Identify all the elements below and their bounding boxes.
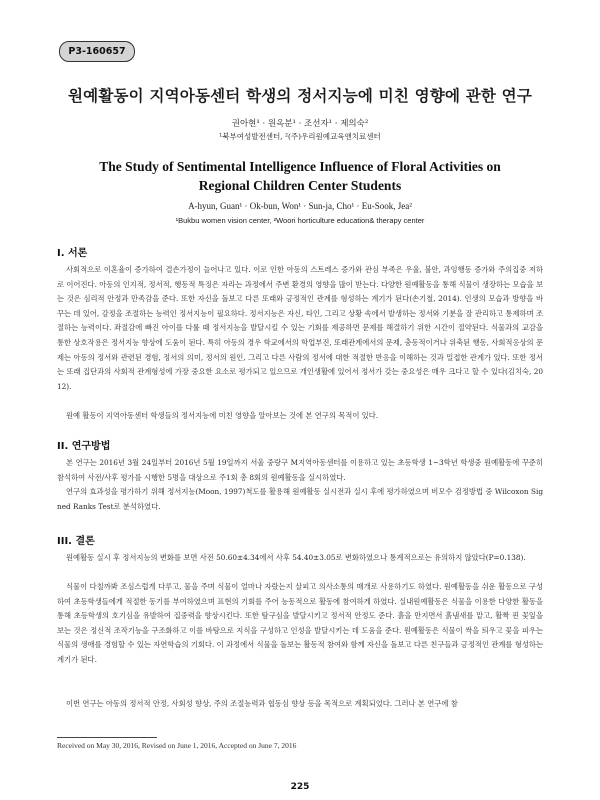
received-dates-footnote: Received on May 30, 2016, Revised on June 1, 2016, Accepted on June 7, 2016	[57, 741, 297, 750]
korean-title: 원예활동이 지역아동센터 학생의 정서지능에 미친 영향에 관한 연구	[67, 87, 533, 105]
introduction-paragraph-1: 사회적으로 이혼율이 증가하여 결손가정이 늘어나고 있다. 이로 인한 아동의 스트레스 증가와 관심 부족은 우울, 불안, 과잉행동 증가와 주의집중 저하로 이어진다. 아동의 인지적, 정서적, 행동적 특징은 자라는 과정에서 주변 환경의 영향을 많이 받는다. 다양한 원예활동을 통해 식물이 생장하는 모습을 보는 것은 심리적 안정과 만족감을 준다. 또한 자신을 돌보고 다른 또래와 긍정적인 관계를 형성하는 계기가 된다(손기철, 2014). 인생의 모습과 방향을 바꾸는 데 있어, 감정을 조절하는 능력인 정서지능이 필요하다. 정서지능은 자신, 타인, 그리고 상황 속에서 발생하는 정서와 기분을 잘 관리하고 통제하며 조절하는 능력이다. 좌절감에 빠진 아이를 다룰 때 정서지능을 발달시킬 수 있는 기회를 제공하면 문제를 해결하기 위한 시간이 절약된다. 식물과의 교감을 통한 상호작용은 정서지능 향상에 도움이 된다. 특히 아동의 경우 학교에서의 학업부진, 또래관계에서의 문제, 충동적이거나 위축된 행동, 사회적응상의 문제는 아동의 정서와 관련된 경험, 정서의 의미, 정서의 원인, 그리고 다른 사람의 정서에 대한 적절한 반응을 이해하는 것과 밀접한 관계가 있다. 또한 정서는 또래 집단과의 사회적 관계형성에 가장 중요한 요소로 평가되고 있으므로 개인생활에 있어서 정서가 갖는 중요성은 매우 크다고 할 수 있다(김치숙, 2012).	[57, 265, 543, 391]
conclusion-paragraph-1: 원예활동 실시 후 정서지능의 변화를 보면 사전 50.60±4.34에서 사후 54.40±3.05로 변화하였으나 통계적으로는 유의하지 않았다(P=0.138).	[66, 553, 526, 562]
english-title: The Study of Sentimental Intelligence Influence of Floral Activities on Regional Children Center Students	[99, 159, 501, 193]
conclusion-paragraph-2: 식물이 다칠까봐 조심스럽게 다루고, 물을 주며 식물이 얼마나 자랐는지 살피고 의사소통의 매개로 사용하기도 하였다. 원예활동을 쉬운 활동으로 구성하여 초등학생들에게 적절한 동기를 부여하였으며 표현의 기회를 주어 능동적으로 활동에 참여하게 하였다. 실내원예활동은 식물을 이용한 다양한 활동을 통해 초등학생의 호기심을 유발하여 집중력을 향상시킨다. 또한 탐구심을 발달시키고 정서적 안정도 준다. 흙을 만지면서 흙냄새를 맡고, 활짝 핀 꽃잎을 보는 것은 정신적 조작기능을 구조화하고 이를 바탕으로 지식을 구성하고 인성을 발달시키는 데 도움을 준다. 원예활동은 식물이 싹을 틔우고 꽃을 피우는 식물의 생애를 경험할 수 있는 자연학습의 기회다. 이 과정에서 식물을 돌보는 활동적 참여와 함께 자신을 돌보고 다른 친구들과 긍정적인 관계를 형성하는 계기가 된다.	[57, 582, 543, 664]
korean-authors: 권아현¹ · 원옥분¹ · 조선자¹ · 제의숙²	[231, 119, 369, 129]
section-heading-introduction: I. 서론	[57, 248, 88, 259]
english-authors: A-hyun, Guan¹ · Ok-bun, Won¹ · Sun-ja, Cho¹ · Eu-Sook, Jea²	[188, 201, 412, 211]
methods-paragraph-1: 본 연구는 2016년 3월 24일부터 2016년 5월 19일까지 서울 중랑구 M지역아동센터를 이용하고 있는 초등학생 1~3학년 학생중 원예활동에 꾸준히 참석하여 사전/사후 평가를 시행한 5명을 대상으로 주1회 총 8회의 원예활동을 실시하였다.	[57, 458, 543, 482]
korean-affiliations: ¹북부여성발전센터, ²(주)우리원예교육앤치료센터	[219, 132, 381, 141]
section-heading-methods: II. 연구방법	[57, 441, 111, 452]
english-affiliations: ¹Bukbu women vision center, ²Woori horticulture education& therapy center	[175, 216, 425, 225]
footnote-divider	[57, 737, 157, 738]
page-number: 225	[290, 782, 310, 792]
methods-paragraph-2: 연구의 효과성을 평가하기 위해 정서지능(Moon, 1997)척도를 활용해 원예활동 실시전과 실시 후에 평가하였으며 비모수 검정방법 중 Wilcoxon Signed Ranks Test로 분석하였다.	[57, 487, 543, 511]
introduction-paragraph-2: 원예 활동이 지역아동센터 학생들의 정서지능에 미친 영향을 알아보는 것에 본 연구의 목적이 있다.	[66, 411, 379, 420]
paper-id-badge: P3-160657	[59, 41, 135, 62]
section-heading-conclusion: III. 결론	[57, 536, 95, 547]
conclusion-paragraph-3: 이번 연구는 아동의 정서적 안정, 사회성 향상, 주의 조절능력과 협동심 향상 등을 목적으로 계획되었다. 그러나 본 연구에 참	[66, 699, 458, 708]
